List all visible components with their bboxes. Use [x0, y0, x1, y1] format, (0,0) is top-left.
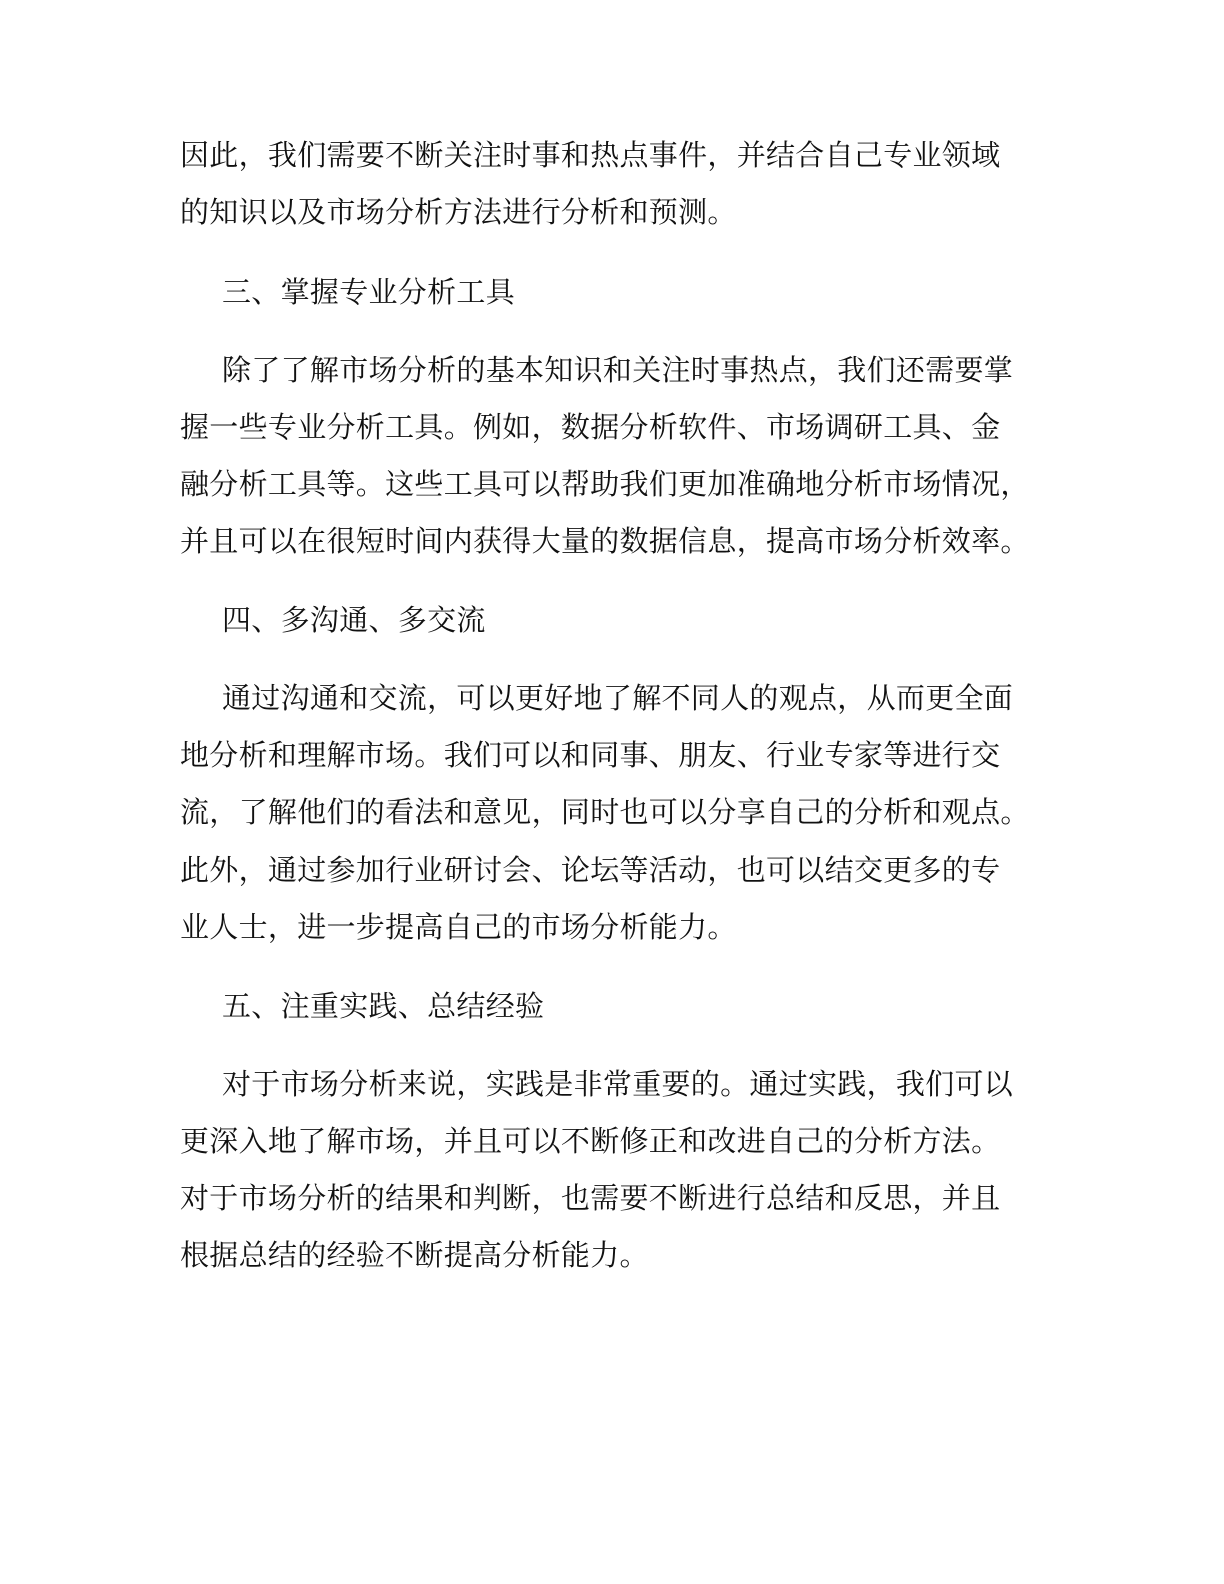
paragraph-1-line-1: 因此，我们需要不断关注时事和热点事件，并结合自己专业领域	[180, 138, 1001, 172]
paragraph-2-line-3: 融分析工具等。这些工具可以帮助我们更加准确地分析市场情况，	[180, 467, 1030, 501]
paragraph-3-line-5: 业人士，进一步提高自己的市场分析能力。	[180, 910, 737, 944]
paragraph-2-line-1: 除了了解市场分析的基本知识和关注时事热点，我们还需要掌	[222, 353, 1014, 387]
paragraph-4-line-2: 更深入地了解市场，并且可以不断修正和改进自己的分析方法。	[180, 1124, 1001, 1158]
paragraph-3-line-4: 此外，通过参加行业研讨会、论坛等活动，也可以结交更多的专	[180, 853, 1001, 887]
section-heading-3: 三、掌握专业分析工具	[222, 275, 516, 309]
paragraph-1-line-2: 的知识以及市场分析方法进行分析和预测。	[180, 195, 737, 229]
section-heading-4: 四、多沟通、多交流	[222, 603, 486, 637]
paragraph-2-line-2: 握一些专业分析工具。例如，数据分析软件、市场调研工具、金	[180, 410, 1001, 444]
paragraph-3-line-1: 通过沟通和交流，可以更好地了解不同人的观点，从而更全面	[222, 681, 1014, 715]
paragraph-4-line-1: 对于市场分析来说，实践是非常重要的。通过实践，我们可以	[222, 1067, 1014, 1101]
paragraph-3-line-2: 地分析和理解市场。我们可以和同事、朋友、行业专家等进行交	[180, 738, 1001, 772]
paragraph-2-line-4: 并且可以在很短时间内获得大量的数据信息，提高市场分析效率。	[180, 524, 1030, 558]
paragraph-3-line-3: 流，了解他们的看法和意见，同时也可以分享自己的分析和观点。	[180, 795, 1030, 829]
paragraph-4-line-3: 对于市场分析的结果和判断，也需要不断进行总结和反思，并且	[180, 1181, 1001, 1215]
section-heading-5: 五、注重实践、总结经验	[222, 989, 545, 1023]
paragraph-4-line-4: 根据总结的经验不断提高分析能力。	[180, 1238, 649, 1272]
